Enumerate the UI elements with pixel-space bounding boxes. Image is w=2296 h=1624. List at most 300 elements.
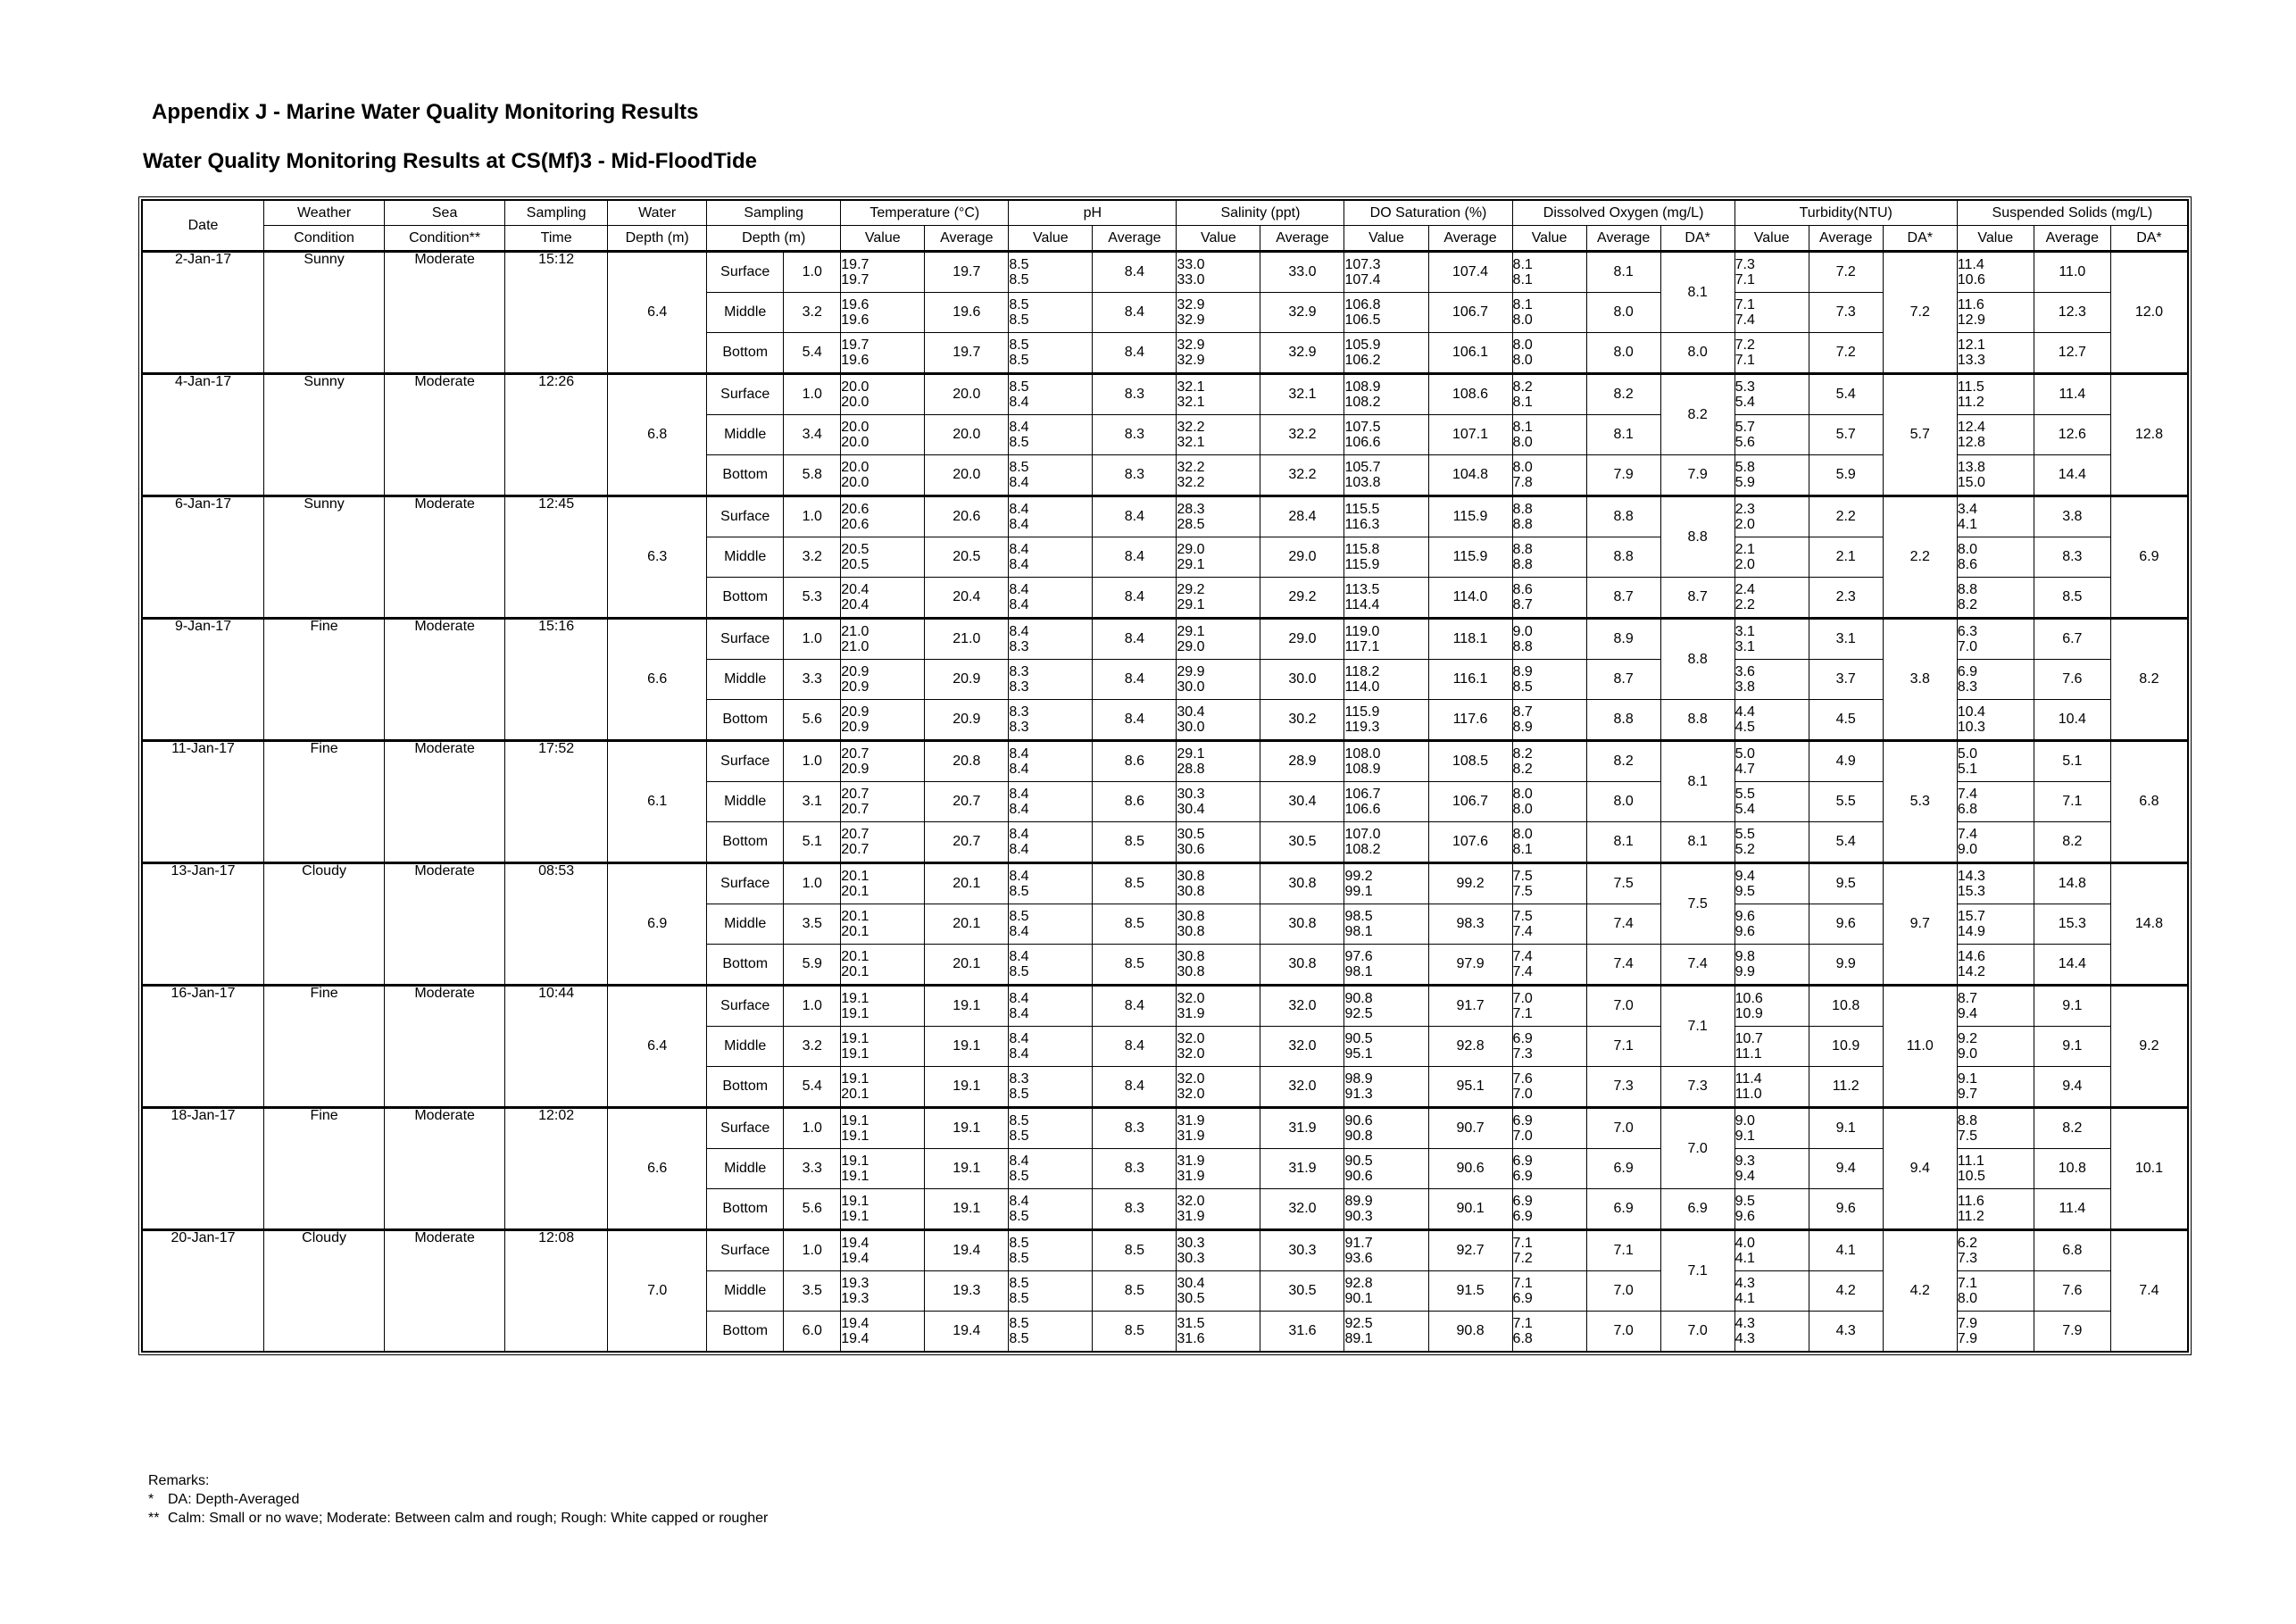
salinity-values <box>1177 863 1260 904</box>
remark-note <box>148 1490 768 1509</box>
suspended-solids-values-reading: 8.7 <box>1957 991 1978 1006</box>
do-saturation-values <box>1344 1271 1428 1312</box>
dissolved-oxygen-values-reading: 6.9 <box>1512 1153 1533 1169</box>
water-depth-cell: 6.9 <box>608 863 707 986</box>
suspended-solids-values-reading: 13.8 <box>1957 460 1985 475</box>
ph-values-reading: 8.5 <box>1009 257 1029 272</box>
water-depth-cell: 6.4 <box>608 252 707 374</box>
suspended-solids-da: 12.8 <box>2110 374 2187 496</box>
sampling-depth-cell: 1.0 <box>784 1230 841 1271</box>
ph-values-reading: 8.4 <box>1009 746 1029 762</box>
dissolved-oxygen-values-reading: 8.8 <box>1512 639 1533 654</box>
suspended-solids-values <box>1957 1189 2034 1230</box>
turbidity-da: 5.3 <box>1883 741 1957 863</box>
do-saturation-values <box>1344 822 1428 863</box>
dissolved-oxygen-da: 7.5 <box>1660 863 1734 945</box>
sampling-depth-cell: 3.1 <box>784 782 841 822</box>
temperature-values-reading: 19.7 <box>841 257 869 272</box>
remark-text: Calm: Small or no wave; Moderate: Between calm and rough; Rough: White capped or rougher <box>168 1511 769 1526</box>
depth-level-cell: Surface <box>707 1230 784 1271</box>
ph-values-reading: 8.4 <box>1009 475 1029 490</box>
turbidity-average: 9.6 <box>1809 1189 1883 1230</box>
dissolved-oxygen-values <box>1512 415 1586 455</box>
salinity-average: 33.0 <box>1260 252 1344 293</box>
suspended-solids-average: 7.6 <box>2034 660 2110 700</box>
salinity-values <box>1177 415 1260 455</box>
ph-values-reading: 8.3 <box>1009 720 1029 735</box>
temperature-average: 19.4 <box>925 1230 1009 1271</box>
salinity-average: 30.4 <box>1260 782 1344 822</box>
temperature-values-reading: 20.0 <box>841 460 869 475</box>
temperature-values-reading: 19.7 <box>841 337 869 353</box>
ph-values-reading: 8.4 <box>1009 1194 1029 1209</box>
temperature-values <box>841 374 925 415</box>
temperature-average: 19.1 <box>925 1027 1009 1067</box>
dissolved-oxygen-values <box>1512 1271 1586 1312</box>
dissolved-oxygen-values-reading: 6.9 <box>1512 1113 1533 1128</box>
ph-values-reading: 8.5 <box>1009 297 1029 312</box>
turbidity-da: 4.2 <box>1883 1230 1957 1352</box>
sampling-time-cell: 12:08 <box>505 1230 608 1352</box>
salinity-values-reading: 32.2 <box>1177 460 1205 475</box>
dissolved-oxygen-values-reading: 8.2 <box>1512 762 1533 777</box>
sampling-depth-cell: 5.6 <box>784 1189 841 1230</box>
temperature-average: 20.9 <box>925 660 1009 700</box>
remarks <box>148 1471 768 1528</box>
weather-cell: Sunny <box>264 252 385 374</box>
turbidity-values <box>1734 741 1809 782</box>
turbidity-average: 5.4 <box>1809 374 1883 415</box>
do-saturation-values-reading: 119.3 <box>1344 720 1380 735</box>
dissolved-oxygen-da: 8.1 <box>1660 741 1734 822</box>
turbidity-values <box>1734 1108 1809 1149</box>
dissolved-oxygen-bottom-da: 6.9 <box>1660 1189 1734 1230</box>
sampling-depth-cell: 5.8 <box>784 455 841 496</box>
header-sea-2: Condition** <box>385 226 505 252</box>
salinity-values-reading: 32.1 <box>1177 435 1205 450</box>
temperature-average: 20.1 <box>925 863 1009 904</box>
temperature-values-reading: 20.7 <box>841 802 869 817</box>
ph-values <box>1009 619 1093 660</box>
sampling-time-cell: 15:16 <box>505 619 608 741</box>
suspended-solids-average: 11.0 <box>2034 252 2110 293</box>
do-saturation-values-reading: 118.2 <box>1344 664 1380 679</box>
temperature-values-reading: 20.9 <box>841 704 869 720</box>
dissolved-oxygen-average: 7.0 <box>1586 986 1660 1027</box>
dissolved-oxygen-values-reading: 8.0 <box>1512 460 1533 475</box>
dissolved-oxygen-bottom-da: 8.7 <box>1660 578 1734 619</box>
page-title: Appendix J - Marine Water Quality Monitoring Results <box>152 100 699 124</box>
turbidity-values-reading: 2.4 <box>1734 582 1755 597</box>
header-da: DA* <box>2110 226 2187 252</box>
dissolved-oxygen-average: 8.2 <box>1586 741 1660 782</box>
do-saturation-values-reading: 98.5 <box>1344 909 1373 924</box>
suspended-solids-values-reading: 9.1 <box>1957 1071 1978 1087</box>
salinity-values-reading: 32.1 <box>1177 379 1205 395</box>
dissolved-oxygen-average: 7.4 <box>1586 904 1660 945</box>
do-saturation-average: 91.5 <box>1428 1271 1512 1312</box>
do-saturation-values-reading: 97.6 <box>1344 949 1373 964</box>
depth-level-cell: Middle <box>707 537 784 578</box>
do-saturation-values-reading: 107.0 <box>1344 827 1381 842</box>
salinity-values <box>1177 374 1260 415</box>
salinity-average: 29.2 <box>1260 578 1344 619</box>
temperature-values <box>841 904 925 945</box>
suspended-solids-values <box>1957 496 2034 537</box>
do-saturation-average: 116.1 <box>1428 660 1512 700</box>
suspended-solids-values-reading: 14.6 <box>1957 949 1985 964</box>
dissolved-oxygen-values <box>1512 333 1586 374</box>
salinity-values-reading: 30.3 <box>1177 1251 1205 1266</box>
table-row <box>143 986 2188 1027</box>
ph-values <box>1009 782 1093 822</box>
dissolved-oxygen-bottom-da: 7.3 <box>1660 1067 1734 1108</box>
temperature-average: 20.6 <box>925 496 1009 537</box>
temperature-average: 19.7 <box>925 252 1009 293</box>
turbidity-values-reading: 11.1 <box>1734 1046 1762 1062</box>
turbidity-values-reading: 7.1 <box>1734 272 1755 287</box>
table-row <box>143 496 2188 537</box>
ph-values <box>1009 333 1093 374</box>
temperature-values <box>841 822 925 863</box>
salinity-values-reading: 30.4 <box>1177 802 1205 817</box>
ph-values-reading: 8.4 <box>1009 517 1029 532</box>
do-saturation-values-reading: 108.2 <box>1344 842 1381 857</box>
remark-text: DA: Depth-Averaged <box>168 1492 300 1507</box>
ph-values-reading: 8.4 <box>1009 582 1029 597</box>
suspended-solids-values-reading: 5.1 <box>1957 762 1978 777</box>
header-water-depth-2: Depth (m) <box>608 226 707 252</box>
suspended-solids-values-reading: 11.4 <box>1957 257 1984 272</box>
salinity-values-reading: 29.0 <box>1177 542 1205 557</box>
turbidity-values-reading: 2.2 <box>1734 597 1755 612</box>
do-saturation-values-reading: 92.5 <box>1344 1316 1373 1331</box>
temperature-values-reading: 21.0 <box>841 639 869 654</box>
dissolved-oxygen-values-reading: 6.9 <box>1512 1031 1533 1046</box>
temperature-values-reading: 19.1 <box>841 1194 869 1209</box>
dissolved-oxygen-values <box>1512 252 1586 293</box>
suspended-solids-values-reading: 8.3 <box>1957 679 1978 695</box>
temperature-values-reading: 20.7 <box>841 827 869 842</box>
temperature-values <box>841 741 925 782</box>
turbidity-average: 2.3 <box>1809 578 1883 619</box>
dissolved-oxygen-values-reading: 7.4 <box>1512 924 1533 939</box>
dissolved-oxygen-values-reading: 8.1 <box>1512 257 1533 272</box>
do-saturation-values-reading: 105.9 <box>1344 337 1381 353</box>
dissolved-oxygen-average: 8.8 <box>1586 537 1660 578</box>
turbidity-values-reading: 11.0 <box>1734 1087 1762 1102</box>
suspended-solids-values-reading: 7.3 <box>1957 1251 1978 1266</box>
temperature-values-reading: 20.0 <box>841 379 869 395</box>
temperature-average: 19.1 <box>925 1067 1009 1108</box>
turbidity-values-reading: 9.4 <box>1734 869 1755 884</box>
salinity-values-reading: 32.9 <box>1177 337 1205 353</box>
weather-cell: Fine <box>264 619 385 741</box>
dissolved-oxygen-values-reading: 7.4 <box>1512 949 1533 964</box>
sampling-time-cell: 12:45 <box>505 496 608 619</box>
results-table-body <box>143 252 2188 1352</box>
do-saturation-values <box>1344 455 1428 496</box>
dissolved-oxygen-values-reading: 8.0 <box>1512 353 1533 368</box>
suspended-solids-values-reading: 8.0 <box>1957 1291 1978 1306</box>
salinity-average: 30.3 <box>1260 1230 1344 1271</box>
salinity-values-reading: 30.5 <box>1177 827 1205 842</box>
turbidity-values-reading: 3.8 <box>1734 679 1755 695</box>
ph-values <box>1009 374 1093 415</box>
water-depth-cell: 6.4 <box>608 986 707 1108</box>
date-cell: 11-Jan-17 <box>143 741 264 863</box>
depth-level-cell: Surface <box>707 1108 784 1149</box>
salinity-values-reading: 32.0 <box>1177 1194 1205 1209</box>
do-saturation-values <box>1344 782 1428 822</box>
turbidity-da: 7.2 <box>1883 252 1957 374</box>
depth-level-cell: Middle <box>707 1149 784 1189</box>
do-saturation-values-reading: 92.8 <box>1344 1276 1373 1291</box>
sampling-depth-cell: 6.0 <box>784 1312 841 1352</box>
ph-values-reading: 8.5 <box>1009 337 1029 353</box>
ph-average: 8.5 <box>1093 822 1177 863</box>
date-cell: 4-Jan-17 <box>143 374 264 496</box>
suspended-solids-average: 14.4 <box>2034 945 2110 986</box>
turbidity-values <box>1734 455 1809 496</box>
turbidity-values <box>1734 293 1809 333</box>
do-saturation-values-reading: 119.0 <box>1344 624 1380 639</box>
table-title: Water Quality Monitoring Results at CS(Mf)3 - Mid-FloodTide <box>143 149 757 173</box>
sampling-depth-cell: 5.4 <box>784 1067 841 1108</box>
turbidity-da: 11.0 <box>1883 986 1957 1108</box>
do-saturation-average: 106.7 <box>1428 782 1512 822</box>
salinity-average: 32.2 <box>1260 455 1344 496</box>
suspended-solids-values-reading: 12.1 <box>1957 337 1985 353</box>
ph-values-reading: 8.5 <box>1009 1169 1029 1184</box>
dissolved-oxygen-average: 6.9 <box>1586 1149 1660 1189</box>
do-saturation-values <box>1344 1230 1428 1271</box>
do-saturation-average: 90.1 <box>1428 1189 1512 1230</box>
salinity-average: 30.5 <box>1260 822 1344 863</box>
temperature-values-reading: 20.1 <box>841 884 869 899</box>
header-average: Average <box>1809 226 1883 252</box>
suspended-solids-values-reading: 8.2 <box>1957 597 1978 612</box>
temperature-values-reading: 20.9 <box>841 720 869 735</box>
turbidity-values-reading: 5.8 <box>1734 460 1755 475</box>
depth-level-cell: Bottom <box>707 1189 784 1230</box>
ph-values-reading: 8.4 <box>1009 624 1029 639</box>
ph-values-reading: 8.4 <box>1009 542 1029 557</box>
depth-level-cell: Bottom <box>707 333 784 374</box>
salinity-values-reading: 29.1 <box>1177 597 1205 612</box>
sampling-time-cell: 08:53 <box>505 863 608 986</box>
dissolved-oxygen-values-reading: 8.2 <box>1512 379 1533 395</box>
turbidity-values <box>1734 863 1809 904</box>
ph-values <box>1009 863 1093 904</box>
ph-values <box>1009 741 1093 782</box>
sampling-depth-cell: 1.0 <box>784 374 841 415</box>
dissolved-oxygen-values-reading: 8.9 <box>1512 664 1533 679</box>
turbidity-average: 3.7 <box>1809 660 1883 700</box>
suspended-solids-values <box>1957 455 2034 496</box>
salinity-values <box>1177 660 1260 700</box>
temperature-average: 19.6 <box>925 293 1009 333</box>
suspended-solids-values-reading: 11.1 <box>1957 1153 1984 1169</box>
depth-level-cell: Surface <box>707 986 784 1027</box>
temperature-values <box>841 293 925 333</box>
temperature-values-reading: 19.7 <box>841 272 869 287</box>
temperature-values-reading: 20.1 <box>841 924 869 939</box>
header-sampling-depth-2: Depth (m) <box>707 226 841 252</box>
sea-condition-cell: Moderate <box>385 496 505 619</box>
do-saturation-values-reading: 98.1 <box>1344 924 1373 939</box>
ph-values-reading: 8.5 <box>1009 1291 1029 1306</box>
suspended-solids-values-reading: 7.5 <box>1957 1128 1978 1144</box>
suspended-solids-average: 6.7 <box>2034 619 2110 660</box>
date-cell: 18-Jan-17 <box>143 1108 264 1230</box>
temperature-average: 19.1 <box>925 1149 1009 1189</box>
dissolved-oxygen-average: 8.8 <box>1586 496 1660 537</box>
depth-level-cell: Middle <box>707 1271 784 1312</box>
temperature-values-reading: 19.1 <box>841 1113 869 1128</box>
depth-level-cell: Bottom <box>707 455 784 496</box>
suspended-solids-average: 10.4 <box>2034 700 2110 741</box>
salinity-average: 30.8 <box>1260 904 1344 945</box>
ph-values-reading: 8.4 <box>1009 762 1029 777</box>
salinity-values <box>1177 578 1260 619</box>
salinity-values-reading: 31.9 <box>1177 1128 1205 1144</box>
turbidity-values <box>1734 578 1809 619</box>
temperature-values <box>841 537 925 578</box>
ph-average: 8.3 <box>1093 1189 1177 1230</box>
salinity-values-reading: 29.1 <box>1177 746 1205 762</box>
ph-values-reading: 8.4 <box>1009 842 1029 857</box>
ph-average: 8.3 <box>1093 1149 1177 1189</box>
temperature-values-reading: 19.4 <box>841 1316 869 1331</box>
suspended-solids-values <box>1957 741 2034 782</box>
dissolved-oxygen-values <box>1512 1067 1586 1108</box>
temperature-values-reading: 20.9 <box>841 679 869 695</box>
dissolved-oxygen-values-reading: 8.0 <box>1512 827 1533 842</box>
temperature-values <box>841 945 925 986</box>
depth-level-cell: Middle <box>707 1027 784 1067</box>
salinity-values <box>1177 782 1260 822</box>
turbidity-values-reading: 4.1 <box>1734 1251 1755 1266</box>
turbidity-values-reading: 9.8 <box>1734 949 1755 964</box>
turbidity-values-reading: 4.4 <box>1734 704 1755 720</box>
temperature-values-reading: 21.0 <box>841 624 869 639</box>
dissolved-oxygen-values-reading: 8.0 <box>1512 337 1533 353</box>
depth-level-cell: Surface <box>707 863 784 904</box>
salinity-values <box>1177 1230 1260 1271</box>
salinity-values-reading: 30.8 <box>1177 949 1205 964</box>
temperature-values-reading: 19.1 <box>841 1153 869 1169</box>
dissolved-oxygen-da: 7.1 <box>1660 986 1734 1067</box>
temperature-values-reading: 20.0 <box>841 435 869 450</box>
ph-values <box>1009 252 1093 293</box>
do-saturation-values-reading: 91.7 <box>1344 1236 1373 1251</box>
temperature-values-reading: 19.6 <box>841 297 869 312</box>
dissolved-oxygen-values-reading: 8.0 <box>1512 802 1533 817</box>
do-saturation-average: 107.4 <box>1428 252 1512 293</box>
header-da: DA* <box>1883 226 1957 252</box>
do-saturation-values-reading: 103.8 <box>1344 475 1381 490</box>
weather-cell: Cloudy <box>264 1230 385 1352</box>
header-weather-2: Condition <box>264 226 385 252</box>
salinity-average: 30.2 <box>1260 700 1344 741</box>
sampling-time-cell: 17:52 <box>505 741 608 863</box>
salinity-average: 29.0 <box>1260 537 1344 578</box>
temperature-values <box>841 619 925 660</box>
sampling-depth-cell: 3.2 <box>784 1027 841 1067</box>
do-saturation-values-reading: 106.7 <box>1344 787 1381 802</box>
do-saturation-values-reading: 98.9 <box>1344 1071 1373 1087</box>
temperature-average: 20.1 <box>925 904 1009 945</box>
do-saturation-values-reading: 117.1 <box>1344 639 1380 654</box>
dissolved-oxygen-values <box>1512 700 1586 741</box>
salinity-values-reading: 30.8 <box>1177 924 1205 939</box>
dissolved-oxygen-values-reading: 7.1 <box>1512 1236 1533 1251</box>
temperature-average: 20.0 <box>925 415 1009 455</box>
dissolved-oxygen-values <box>1512 537 1586 578</box>
suspended-solids-values <box>1957 374 2034 415</box>
ph-average: 8.3 <box>1093 455 1177 496</box>
dissolved-oxygen-average: 8.1 <box>1586 415 1660 455</box>
turbidity-values <box>1734 822 1809 863</box>
dissolved-oxygen-values <box>1512 374 1586 415</box>
dissolved-oxygen-values <box>1512 660 1586 700</box>
ph-values-reading: 8.4 <box>1009 949 1029 964</box>
dissolved-oxygen-values-reading: 7.1 <box>1512 1276 1533 1291</box>
sampling-depth-cell: 3.2 <box>784 293 841 333</box>
turbidity-values <box>1734 374 1809 415</box>
temperature-values-reading: 20.0 <box>841 395 869 410</box>
ph-values-reading: 8.4 <box>1009 787 1029 802</box>
salinity-average: 32.9 <box>1260 333 1344 374</box>
suspended-solids-da: 10.1 <box>2110 1108 2187 1230</box>
suspended-solids-values-reading: 15.0 <box>1957 475 1985 490</box>
suspended-solids-values <box>1957 252 2034 293</box>
dissolved-oxygen-values-reading: 8.7 <box>1512 704 1533 720</box>
header-value: Value <box>1344 226 1428 252</box>
depth-level-cell: Middle <box>707 660 784 700</box>
dissolved-oxygen-values <box>1512 578 1586 619</box>
temperature-values-reading: 20.1 <box>841 1087 869 1102</box>
ph-average: 8.3 <box>1093 415 1177 455</box>
do-saturation-values-reading: 114.0 <box>1344 679 1380 695</box>
ph-values <box>1009 1149 1093 1189</box>
turbidity-values-reading: 4.3 <box>1734 1316 1755 1331</box>
sampling-depth-cell: 3.2 <box>784 537 841 578</box>
temperature-average: 20.7 <box>925 822 1009 863</box>
dissolved-oxygen-values-reading: 7.2 <box>1512 1251 1533 1266</box>
salinity-values-reading: 28.3 <box>1177 502 1205 517</box>
turbidity-values-reading: 7.3 <box>1734 257 1755 272</box>
header-value: Value <box>1512 226 1586 252</box>
do-saturation-values-reading: 108.2 <box>1344 395 1381 410</box>
ph-average: 8.4 <box>1093 293 1177 333</box>
dissolved-oxygen-values-reading: 7.5 <box>1512 909 1533 924</box>
suspended-solids-da: 7.4 <box>2110 1230 2187 1352</box>
suspended-solids-da: 6.9 <box>2110 496 2187 619</box>
date-cell: 2-Jan-17 <box>143 252 264 374</box>
suspended-solids-values <box>1957 660 2034 700</box>
suspended-solids-values <box>1957 1230 2034 1271</box>
do-saturation-values-reading: 89.9 <box>1344 1194 1373 1209</box>
salinity-values-reading: 31.6 <box>1177 1331 1205 1346</box>
sampling-time-cell: 12:02 <box>505 1108 608 1230</box>
dissolved-oxygen-values-reading: 6.9 <box>1512 1194 1533 1209</box>
salinity-values-reading: 32.9 <box>1177 297 1205 312</box>
dissolved-oxygen-values-reading: 7.1 <box>1512 1006 1533 1021</box>
do-saturation-values <box>1344 1149 1428 1189</box>
turbidity-values <box>1734 1230 1809 1271</box>
